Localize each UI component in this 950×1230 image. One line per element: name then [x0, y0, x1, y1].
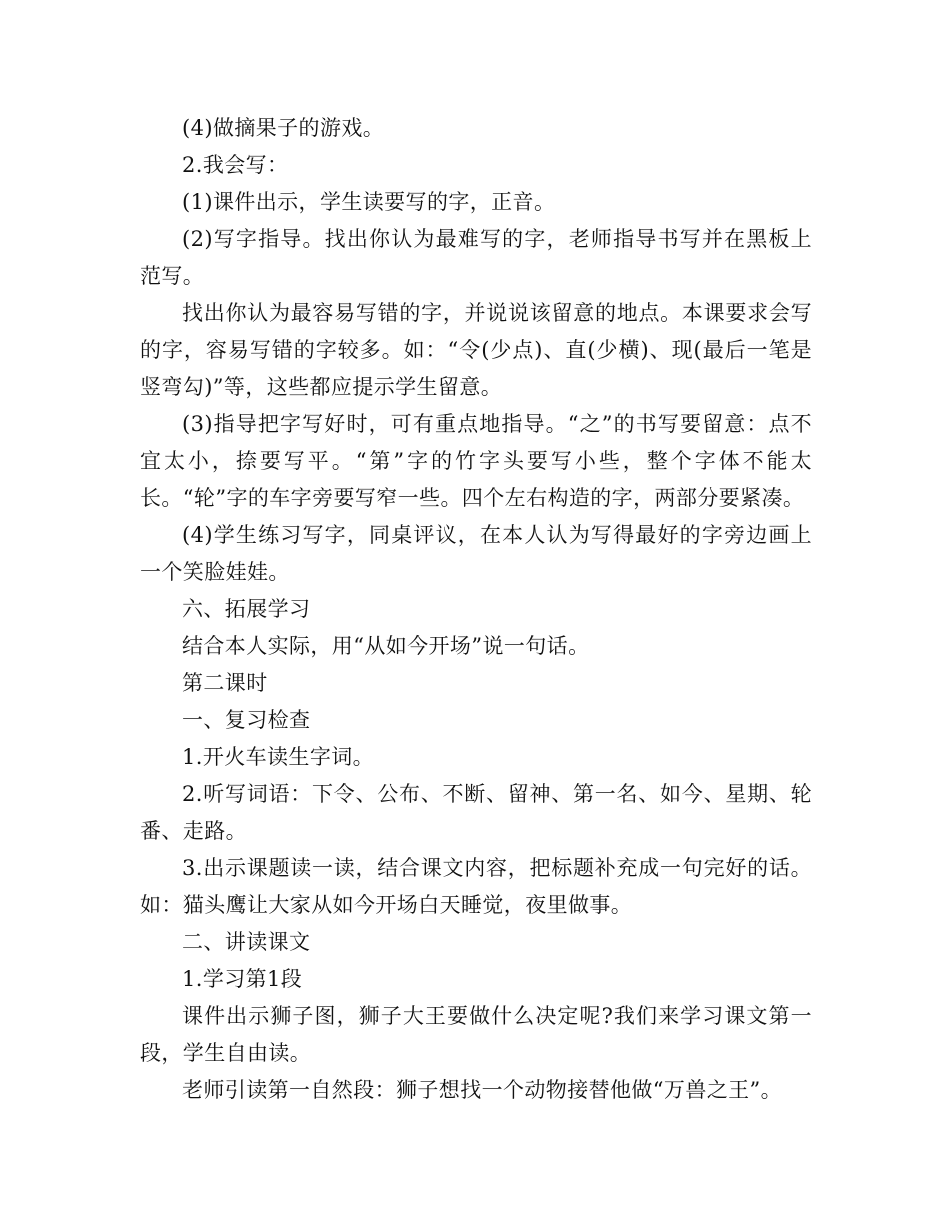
paragraph: 1.开火车读生字词。 — [182, 745, 375, 769]
paragraph: 结合本人实际，用“从如今开场”说一句话。 — [182, 634, 590, 658]
paragraph: 3.出示课题读一读，结合课文内容，把标题补充成一句完好的话。如：猫头鹰让大家从如今开场白天睡觉，夜里做事。 — [140, 856, 812, 917]
paragraph: 1.学习第1段 — [182, 967, 303, 991]
paragraph: 老师引读第一自然段：狮子想找一个动物接替他做“万兽之王”。 — [182, 1078, 783, 1102]
paragraph: (4)做摘果子的游戏。 — [182, 116, 385, 140]
paragraph: 课件出示狮子图，狮子大王要做什么决定呢?我们来学习课文第一段，学生自由读。 — [140, 1004, 812, 1065]
document-page — [140, 110, 812, 1109]
paragraph: 找出你认为最容易写错的字，并说说该留意的地点。本课要求会写的字，容易写错的字较多。如：“令(少点)、直(少横)、现(最后一笔是竖弯勾)”等，这些都应提示学生留意。 — [140, 301, 812, 399]
section-heading: 一、复习检查 — [182, 708, 311, 732]
section-heading: 六、拓展学习 — [182, 597, 311, 621]
section-heading: 二、讲读课文 — [182, 930, 311, 954]
lesson-heading: 第二课时 — [182, 671, 268, 695]
paragraph: 2.听写词语：下令、公布、不断、留神、第一名、如今、星期、轮番、走路。 — [140, 782, 812, 843]
paragraph: (4)学生练习写字，同桌评议，在本人认为写得最好的字旁边画上一个笑脸娃娃。 — [140, 523, 812, 584]
paragraph: 2.我会写： — [182, 153, 289, 177]
paragraph: (2)写字指导。找出你认为最难写的字，老师指导书写并在黑板上范写。 — [140, 227, 812, 288]
paragraph: (3)指导把字写好时，可有重点地指导。“之”的书写要留意：点不宜太小，捺要写平。“第”字的竹字头要写小些，整个字体不能太长。“轮”字的车字旁要写窄一些。四个左右构造的字，两部分要紧凑。 — [140, 412, 812, 510]
paragraph: (1)课件出示，学生读要写的字，正音。 — [182, 190, 556, 214]
